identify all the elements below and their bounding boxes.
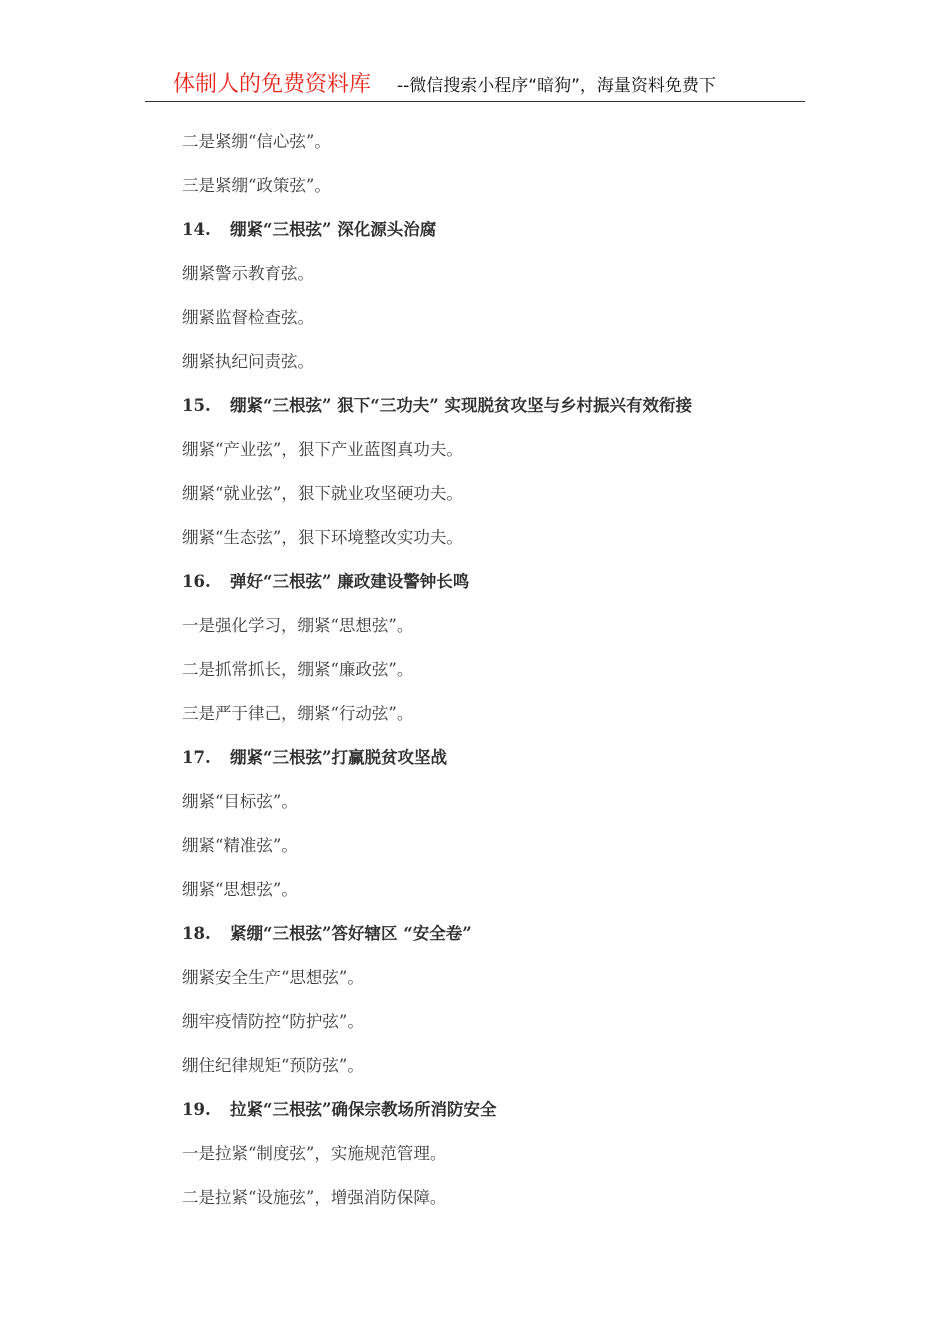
body-line: 一是拉紧“制度弦”，实施规范管理。 xyxy=(182,1144,447,1163)
body-line: 三是严于律己，绷紧“行动弦”。 xyxy=(182,704,414,723)
body-line: 绷紧“精准弦”。 xyxy=(182,836,298,855)
header-brand: 体制人的免费资料库 xyxy=(173,72,372,97)
section-number: 18. xyxy=(182,924,211,943)
body-line: 绷紧“产业弦”，狠下产业蓝图真功夫。 xyxy=(182,440,463,459)
body-line: 二是紧绷“信心弦”。 xyxy=(182,132,331,151)
section-heading xyxy=(182,912,822,956)
body-line: 二是抓常抓长，绷紧“廉政弦”。 xyxy=(182,660,414,679)
section-number: 16. xyxy=(182,572,211,591)
body-line: 绷住纪律规矩“预防弦”。 xyxy=(182,1056,364,1075)
section-heading xyxy=(182,208,822,252)
section-number: 14. xyxy=(182,220,211,239)
body-line: 绷紧“就业弦”，狠下就业攻坚硬功夫。 xyxy=(182,484,463,503)
body-line: 三是紧绷“政策弦”。 xyxy=(182,176,331,195)
section-title: 弹好“三根弦” 廉政建设警钟长鸣 xyxy=(230,572,470,591)
section-heading xyxy=(182,1088,822,1132)
document-body xyxy=(182,120,822,1220)
body-line: 二是拉紧“设施弦”，增强消防保障。 xyxy=(182,1188,447,1207)
section-heading xyxy=(182,560,822,604)
body-line: 绷紧“目标弦”。 xyxy=(182,792,298,811)
body-line: 一是强化学习，绷紧“思想弦”。 xyxy=(182,616,414,635)
section-title: 绷紧“三根弦” 深化源头治腐 xyxy=(230,220,437,239)
section-title: 绷紧“三根弦” 狠下“三功夫” 实现脱贫攻坚与乡村振兴有效衔接 xyxy=(230,396,692,415)
body-line: 绷紧监督检查弦。 xyxy=(182,308,314,327)
section-title: 拉紧“三根弦”确保宗教场所消防安全 xyxy=(230,1100,497,1119)
header-tagline: --微信搜索小程序“暗狗”，海量资料免费下 xyxy=(397,76,716,96)
body-line: 绷紧“生态弦”，狠下环境整改实功夫。 xyxy=(182,528,463,547)
body-line: 绷紧安全生产“思想弦”。 xyxy=(182,968,364,987)
section-number: 15. xyxy=(182,396,211,415)
body-line: 绷牢疫情防控“防护弦”。 xyxy=(182,1012,364,1031)
body-line: 绷紧“思想弦”。 xyxy=(182,880,298,899)
body-line: 绷紧执纪问责弦。 xyxy=(182,352,314,371)
page-header xyxy=(145,70,805,102)
section-heading xyxy=(182,384,822,428)
section-title: 绷紧“三根弦”打赢脱贫攻坚战 xyxy=(230,748,447,767)
section-number: 17. xyxy=(182,748,211,767)
section-heading xyxy=(182,736,822,780)
body-line: 绷紧警示教育弦。 xyxy=(182,264,314,283)
section-number: 19. xyxy=(182,1100,211,1119)
section-title: 紧绷“三根弦”答好辖区 “安全卷” xyxy=(230,924,472,943)
